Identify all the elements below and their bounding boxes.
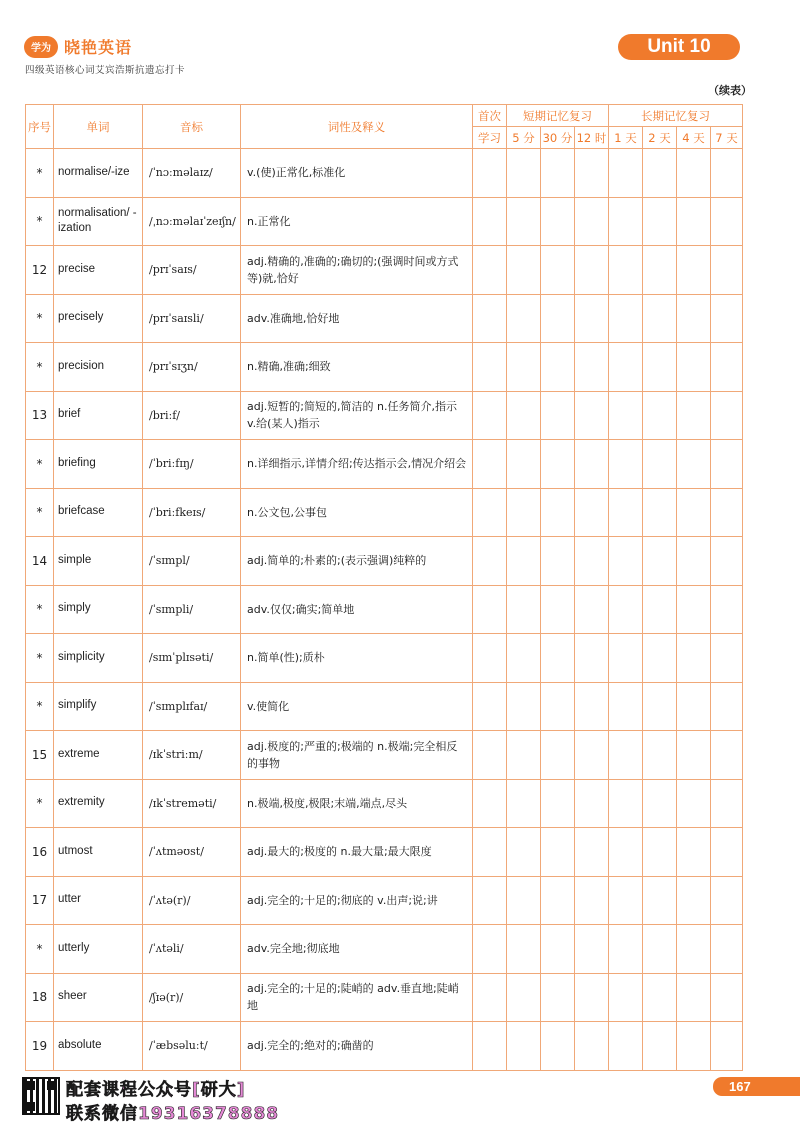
header-meaning: 词性及释义 xyxy=(241,105,473,149)
review-checkbox-cell[interactable] xyxy=(643,391,677,440)
review-checkbox-cell[interactable] xyxy=(473,440,507,489)
review-checkbox-cell[interactable] xyxy=(677,973,711,1022)
review-checkbox-cell[interactable] xyxy=(575,779,609,828)
review-checkbox-cell[interactable] xyxy=(643,294,677,343)
header-7-day: 7 天 xyxy=(711,127,743,149)
table-row xyxy=(26,925,743,974)
row-word: brief xyxy=(54,391,143,440)
review-checkbox-cell[interactable] xyxy=(711,682,743,731)
review-checkbox-cell[interactable] xyxy=(711,973,743,1022)
review-checkbox-cell[interactable] xyxy=(507,925,541,974)
review-checkbox-cell[interactable] xyxy=(541,294,575,343)
review-checkbox-cell[interactable] xyxy=(541,537,575,586)
header-word: 单词 xyxy=(54,105,143,149)
header-first-study-bottom: 学习 xyxy=(473,127,507,149)
review-checkbox-cell[interactable] xyxy=(541,246,575,295)
review-checkbox-cell[interactable] xyxy=(541,197,575,246)
table-row xyxy=(26,973,743,1022)
table-row xyxy=(26,488,743,537)
row-meaning: adv.准确地,恰好地 xyxy=(241,294,473,343)
row-index: * xyxy=(26,585,54,634)
review-checkbox-cell[interactable] xyxy=(473,876,507,925)
row-meaning: n.极端,极度,极限;末端,端点,尽头 xyxy=(241,779,473,828)
row-index: * xyxy=(26,197,54,246)
review-checkbox-cell[interactable] xyxy=(711,828,743,877)
review-checkbox-cell[interactable] xyxy=(507,682,541,731)
row-phonetic: /prɪˈsɪʒn/ xyxy=(143,343,241,392)
review-checkbox-cell[interactable] xyxy=(711,1022,743,1071)
promo-line-1: 配套课程公众号[研大] xyxy=(66,1080,246,1100)
review-checkbox-cell[interactable] xyxy=(507,731,541,780)
review-checkbox-cell[interactable] xyxy=(507,488,541,537)
row-index: 13 xyxy=(26,391,54,440)
review-checkbox-cell[interactable] xyxy=(643,246,677,295)
review-checkbox-cell[interactable] xyxy=(575,973,609,1022)
promo-line-2: 联系微信19316378888 xyxy=(66,1104,280,1124)
row-word: simply xyxy=(54,585,143,634)
review-checkbox-cell[interactable] xyxy=(507,294,541,343)
review-checkbox-cell[interactable] xyxy=(541,876,575,925)
header-1-day: 1 天 xyxy=(609,127,643,149)
table-row xyxy=(26,585,743,634)
row-index: * xyxy=(26,925,54,974)
review-checkbox-cell[interactable] xyxy=(677,294,711,343)
row-word: normalisation/ -ization xyxy=(54,197,143,246)
review-checkbox-cell[interactable] xyxy=(643,537,677,586)
review-checkbox-cell[interactable] xyxy=(473,343,507,392)
review-checkbox-cell[interactable] xyxy=(575,149,609,198)
table-row xyxy=(26,343,743,392)
review-checkbox-cell[interactable] xyxy=(473,488,507,537)
row-word: briefcase xyxy=(54,488,143,537)
row-index: 14 xyxy=(26,537,54,586)
review-checkbox-cell[interactable] xyxy=(711,876,743,925)
review-checkbox-cell[interactable] xyxy=(609,731,643,780)
row-word: briefing xyxy=(54,440,143,489)
row-index: 18 xyxy=(26,973,54,1022)
review-checkbox-cell[interactable] xyxy=(473,634,507,683)
review-checkbox-cell[interactable] xyxy=(711,197,743,246)
review-checkbox-cell[interactable] xyxy=(677,246,711,295)
review-checkbox-cell[interactable] xyxy=(575,634,609,683)
review-checkbox-cell[interactable] xyxy=(677,537,711,586)
review-checkbox-cell[interactable] xyxy=(677,440,711,489)
header-5-min: 5 分 xyxy=(507,127,541,149)
row-word: extreme xyxy=(54,731,143,780)
review-checkbox-cell[interactable] xyxy=(507,876,541,925)
row-index: * xyxy=(26,149,54,198)
review-checkbox-cell[interactable] xyxy=(643,585,677,634)
table-row xyxy=(26,1022,743,1071)
review-checkbox-cell[interactable] xyxy=(507,1022,541,1071)
header-phonetic: 音标 xyxy=(143,105,241,149)
table-row xyxy=(26,294,743,343)
table-row xyxy=(26,246,743,295)
review-checkbox-cell[interactable] xyxy=(507,391,541,440)
table-row xyxy=(26,682,743,731)
table-row xyxy=(26,779,743,828)
review-checkbox-cell[interactable] xyxy=(677,682,711,731)
review-checkbox-cell[interactable] xyxy=(643,779,677,828)
review-checkbox-cell[interactable] xyxy=(473,779,507,828)
review-checkbox-cell[interactable] xyxy=(473,731,507,780)
review-checkbox-cell[interactable] xyxy=(609,876,643,925)
row-phonetic: /prɪˈsaɪs/ xyxy=(143,246,241,295)
review-checkbox-cell[interactable] xyxy=(711,585,743,634)
review-checkbox-cell[interactable] xyxy=(541,682,575,731)
review-checkbox-cell[interactable] xyxy=(575,488,609,537)
row-phonetic: /ˈsɪmpli/ xyxy=(143,585,241,634)
review-checkbox-cell[interactable] xyxy=(677,149,711,198)
review-checkbox-cell[interactable] xyxy=(575,925,609,974)
row-word: normalise/-ize xyxy=(54,149,143,198)
table-body xyxy=(26,149,743,1071)
row-index: 19 xyxy=(26,1022,54,1071)
row-index: 15 xyxy=(26,731,54,780)
row-phonetic: /ɪkˈstriːm/ xyxy=(143,731,241,780)
row-index: * xyxy=(26,343,54,392)
review-checkbox-cell[interactable] xyxy=(677,391,711,440)
review-checkbox-cell[interactable] xyxy=(609,343,643,392)
row-meaning: adj.短暂的;简短的,简洁的 n.任务简介,指示 v.给(某人)指示 xyxy=(241,391,473,440)
review-checkbox-cell[interactable] xyxy=(643,973,677,1022)
review-checkbox-cell[interactable] xyxy=(711,246,743,295)
row-meaning: n.详细指示,详情介绍;传达指示会,情况介绍会 xyxy=(241,440,473,489)
review-checkbox-cell[interactable] xyxy=(507,149,541,198)
row-meaning: adj.精确的,准确的;确切的;(强调时间或方式等)就,恰好 xyxy=(241,246,473,295)
unit-badge: Unit 10 xyxy=(618,34,740,60)
review-checkbox-cell[interactable] xyxy=(507,585,541,634)
review-checkbox-cell[interactable] xyxy=(677,876,711,925)
row-phonetic: /ɪkˈstreməti/ xyxy=(143,779,241,828)
row-phonetic: /ˈbriːfkeɪs/ xyxy=(143,488,241,537)
brand-logo xyxy=(24,35,132,58)
review-checkbox-cell[interactable] xyxy=(711,634,743,683)
review-checkbox-cell[interactable] xyxy=(575,731,609,780)
table-row xyxy=(26,876,743,925)
review-checkbox-cell[interactable] xyxy=(711,343,743,392)
review-checkbox-cell[interactable] xyxy=(507,537,541,586)
row-phonetic: /ˈʌtməʊst/ xyxy=(143,828,241,877)
row-word: precision xyxy=(54,343,143,392)
review-checkbox-cell[interactable] xyxy=(541,973,575,1022)
row-index: * xyxy=(26,294,54,343)
row-meaning: n.简单(性);质朴 xyxy=(241,634,473,683)
review-checkbox-cell[interactable] xyxy=(575,682,609,731)
logo-badge: 学为 xyxy=(24,36,58,58)
header-long-term: 长期记忆复习 xyxy=(609,105,743,127)
review-checkbox-cell[interactable] xyxy=(609,440,643,489)
row-phonetic: /ˈæbsəluːt/ xyxy=(143,1022,241,1071)
review-checkbox-cell[interactable] xyxy=(507,246,541,295)
review-checkbox-cell[interactable] xyxy=(609,925,643,974)
review-checkbox-cell[interactable] xyxy=(575,246,609,295)
review-checkbox-cell[interactable] xyxy=(677,779,711,828)
review-checkbox-cell[interactable] xyxy=(643,197,677,246)
review-checkbox-cell[interactable] xyxy=(575,585,609,634)
review-checkbox-cell[interactable] xyxy=(711,294,743,343)
review-checkbox-cell[interactable] xyxy=(473,294,507,343)
review-checkbox-cell[interactable] xyxy=(473,149,507,198)
row-phonetic: /ˈʌtəli/ xyxy=(143,925,241,974)
row-meaning: v.使简化 xyxy=(241,682,473,731)
row-word: extremity xyxy=(54,779,143,828)
book-subtitle: 四级英语核心词艾宾浩斯抗遗忘打卡 xyxy=(25,65,186,76)
row-phonetic: /ˌnɔːməlaɪˈzeɪʃn/ xyxy=(143,197,241,246)
review-checkbox-cell[interactable] xyxy=(507,197,541,246)
row-word: absolute xyxy=(54,1022,143,1071)
review-checkbox-cell[interactable] xyxy=(473,585,507,634)
row-meaning: adj.最大的;极度的 n.最大量;最大限度 xyxy=(241,828,473,877)
table-row xyxy=(26,391,743,440)
review-checkbox-cell[interactable] xyxy=(541,585,575,634)
header-first-study-top: 首次 xyxy=(473,105,507,127)
review-checkbox-cell[interactable] xyxy=(473,925,507,974)
table-row xyxy=(26,731,743,780)
review-checkbox-cell[interactable] xyxy=(541,1022,575,1071)
review-checkbox-cell[interactable] xyxy=(473,246,507,295)
row-phonetic: /briːf/ xyxy=(143,391,241,440)
row-phonetic: /ˈʌtə(r)/ xyxy=(143,876,241,925)
review-checkbox-cell[interactable] xyxy=(541,634,575,683)
review-checkbox-cell[interactable] xyxy=(575,440,609,489)
review-checkbox-cell[interactable] xyxy=(609,779,643,828)
review-checkbox-cell[interactable] xyxy=(575,391,609,440)
row-meaning: adv.仅仅;确实;简单地 xyxy=(241,585,473,634)
review-checkbox-cell[interactable] xyxy=(609,246,643,295)
review-checkbox-cell[interactable] xyxy=(643,828,677,877)
review-checkbox-cell[interactable] xyxy=(711,440,743,489)
table-row xyxy=(26,634,743,683)
row-index: 17 xyxy=(26,876,54,925)
review-checkbox-cell[interactable] xyxy=(609,149,643,198)
row-meaning: n.公文包,公事包 xyxy=(241,488,473,537)
review-checkbox-cell[interactable] xyxy=(609,1022,643,1071)
row-meaning: n.正常化 xyxy=(241,197,473,246)
table-row xyxy=(26,828,743,877)
row-meaning: v.(使)正常化,标准化 xyxy=(241,149,473,198)
review-checkbox-cell[interactable] xyxy=(643,731,677,780)
review-checkbox-cell[interactable] xyxy=(677,634,711,683)
row-index: * xyxy=(26,440,54,489)
review-checkbox-cell[interactable] xyxy=(711,537,743,586)
vocabulary-table xyxy=(25,104,743,1071)
row-index: * xyxy=(26,682,54,731)
review-checkbox-cell[interactable] xyxy=(473,537,507,586)
review-checkbox-cell[interactable] xyxy=(473,197,507,246)
review-checkbox-cell[interactable] xyxy=(677,828,711,877)
header-index: 序号 xyxy=(26,105,54,149)
review-checkbox-cell[interactable] xyxy=(711,779,743,828)
review-checkbox-cell[interactable] xyxy=(507,828,541,877)
row-meaning: adj.完全的;绝对的;确凿的 xyxy=(241,1022,473,1071)
review-checkbox-cell[interactable] xyxy=(575,828,609,877)
logo-text: 晓艳英语 xyxy=(64,38,133,57)
table-row xyxy=(26,197,743,246)
review-checkbox-cell[interactable] xyxy=(609,197,643,246)
review-checkbox-cell[interactable] xyxy=(473,973,507,1022)
review-checkbox-cell[interactable] xyxy=(643,1022,677,1071)
row-word: simplicity xyxy=(54,634,143,683)
review-checkbox-cell[interactable] xyxy=(473,391,507,440)
review-checkbox-cell[interactable] xyxy=(609,828,643,877)
review-checkbox-cell[interactable] xyxy=(677,731,711,780)
review-checkbox-cell[interactable] xyxy=(473,1022,507,1071)
row-meaning: adj.完全的;十足的;陡峭的 adv.垂直地;陡峭地 xyxy=(241,973,473,1022)
row-phonetic: /ˈsɪmplɪfaɪ/ xyxy=(143,682,241,731)
continued-label: （续表） xyxy=(708,84,752,97)
review-checkbox-cell[interactable] xyxy=(609,585,643,634)
row-index: * xyxy=(26,634,54,683)
review-checkbox-cell[interactable] xyxy=(711,149,743,198)
header-12-hour: 12 时 xyxy=(575,127,609,149)
review-checkbox-cell[interactable] xyxy=(575,876,609,925)
row-word: sheer xyxy=(54,973,143,1022)
review-checkbox-cell[interactable] xyxy=(541,343,575,392)
row-word: utterly xyxy=(54,925,143,974)
header-short-term: 短期记忆复习 xyxy=(507,105,609,127)
review-checkbox-cell[interactable] xyxy=(575,343,609,392)
row-meaning: adj.完全的;十足的;彻底的 v.出声;说;讲 xyxy=(241,876,473,925)
row-index: 16 xyxy=(26,828,54,877)
header-30-min: 30 分 xyxy=(541,127,575,149)
review-checkbox-cell[interactable] xyxy=(711,731,743,780)
review-checkbox-cell[interactable] xyxy=(541,731,575,780)
review-checkbox-cell[interactable] xyxy=(541,779,575,828)
review-checkbox-cell[interactable] xyxy=(643,343,677,392)
review-checkbox-cell[interactable] xyxy=(541,149,575,198)
review-checkbox-cell[interactable] xyxy=(711,925,743,974)
review-checkbox-cell[interactable] xyxy=(575,1022,609,1071)
qr-code xyxy=(22,1077,60,1115)
review-checkbox-cell[interactable] xyxy=(473,828,507,877)
row-word: simple xyxy=(54,537,143,586)
row-meaning: adj.极度的;严重的;极端的 n.极端;完全相反的事物 xyxy=(241,731,473,780)
row-word: precise xyxy=(54,246,143,295)
review-checkbox-cell[interactable] xyxy=(677,1022,711,1071)
review-checkbox-cell[interactable] xyxy=(609,682,643,731)
review-checkbox-cell[interactable] xyxy=(609,537,643,586)
review-checkbox-cell[interactable] xyxy=(609,973,643,1022)
review-checkbox-cell[interactable] xyxy=(541,925,575,974)
header-4-day: 4 天 xyxy=(677,127,711,149)
row-phonetic: /prɪˈsaɪsli/ xyxy=(143,294,241,343)
review-checkbox-cell[interactable] xyxy=(677,343,711,392)
row-meaning: adv.完全地;彻底地 xyxy=(241,925,473,974)
review-checkbox-cell[interactable] xyxy=(677,925,711,974)
review-checkbox-cell[interactable] xyxy=(677,585,711,634)
review-checkbox-cell[interactable] xyxy=(609,634,643,683)
review-checkbox-cell[interactable] xyxy=(609,391,643,440)
row-phonetic: /sɪmˈplɪsəti/ xyxy=(143,634,241,683)
row-index: 12 xyxy=(26,246,54,295)
review-checkbox-cell[interactable] xyxy=(609,488,643,537)
table-header xyxy=(26,105,743,149)
table-row xyxy=(26,537,743,586)
row-phonetic: /ˈsɪmpl/ xyxy=(143,537,241,586)
row-index: * xyxy=(26,779,54,828)
review-checkbox-cell[interactable] xyxy=(575,294,609,343)
review-checkbox-cell[interactable] xyxy=(643,488,677,537)
review-checkbox-cell[interactable] xyxy=(473,682,507,731)
row-meaning: adj.简单的;朴素的;(表示强调)纯粹的 xyxy=(241,537,473,586)
table-row xyxy=(26,149,743,198)
review-checkbox-cell[interactable] xyxy=(643,149,677,198)
row-index: * xyxy=(26,488,54,537)
review-checkbox-cell[interactable] xyxy=(507,634,541,683)
review-checkbox-cell[interactable] xyxy=(643,634,677,683)
review-checkbox-cell[interactable] xyxy=(711,391,743,440)
review-checkbox-cell[interactable] xyxy=(541,488,575,537)
row-word: simplify xyxy=(54,682,143,731)
table-row xyxy=(26,440,743,489)
review-checkbox-cell[interactable] xyxy=(575,197,609,246)
review-checkbox-cell[interactable] xyxy=(507,440,541,489)
review-checkbox-cell[interactable] xyxy=(541,440,575,489)
review-checkbox-cell[interactable] xyxy=(507,973,541,1022)
review-checkbox-cell[interactable] xyxy=(643,925,677,974)
row-word: precisely xyxy=(54,294,143,343)
review-checkbox-cell[interactable] xyxy=(643,440,677,489)
row-phonetic: /ʃɪə(r)/ xyxy=(143,973,241,1022)
review-checkbox-cell[interactable] xyxy=(507,779,541,828)
review-checkbox-cell[interactable] xyxy=(507,343,541,392)
review-checkbox-cell[interactable] xyxy=(575,537,609,586)
row-meaning: n.精确,准确;细致 xyxy=(241,343,473,392)
row-word: utmost xyxy=(54,828,143,877)
row-word: utter xyxy=(54,876,143,925)
review-checkbox-cell[interactable] xyxy=(711,488,743,537)
review-checkbox-cell[interactable] xyxy=(677,197,711,246)
review-checkbox-cell[interactable] xyxy=(677,488,711,537)
page-number: 167 xyxy=(713,1077,800,1096)
review-checkbox-cell[interactable] xyxy=(541,828,575,877)
row-phonetic: /ˈnɔːməlaɪz/ xyxy=(143,149,241,198)
review-checkbox-cell[interactable] xyxy=(609,294,643,343)
review-checkbox-cell[interactable] xyxy=(643,876,677,925)
header-2-day: 2 天 xyxy=(643,127,677,149)
review-checkbox-cell[interactable] xyxy=(643,682,677,731)
review-checkbox-cell[interactable] xyxy=(541,391,575,440)
row-phonetic: /ˈbriːfɪŋ/ xyxy=(143,440,241,489)
